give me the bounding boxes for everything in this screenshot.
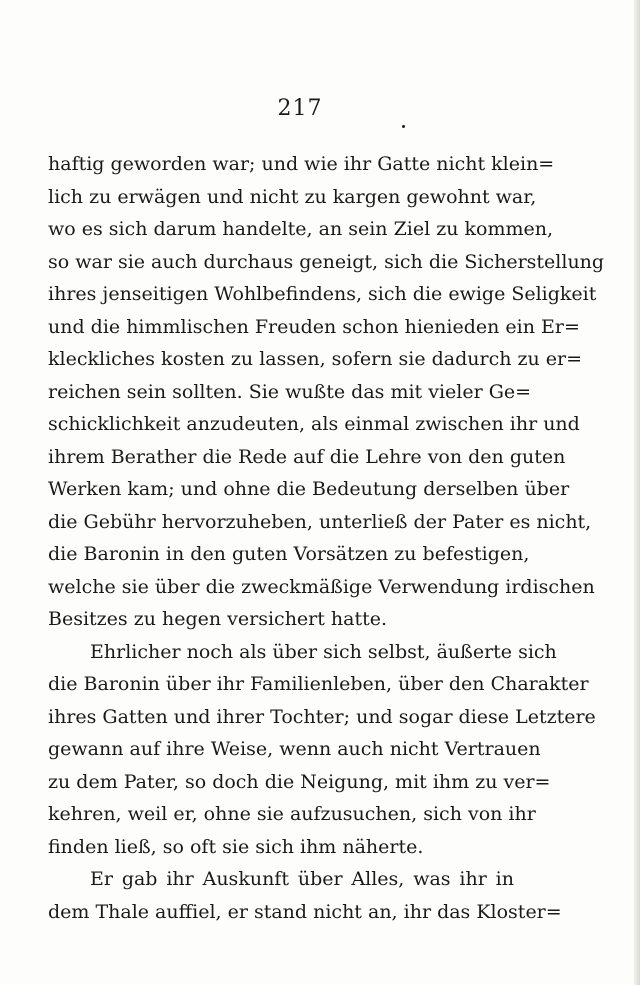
text-line: und die himmlischen Freuden schon hienieden ein Er= xyxy=(48,315,580,338)
text-line: lich zu erwägen und nicht zu kargen gewohnt war, xyxy=(48,185,537,208)
text-line: welche sie über die zweckmäßige Verwendung irdischen xyxy=(48,575,595,598)
text-line: dem Thale auffiel, er stand nicht an, ihr das Kloster= xyxy=(48,900,562,923)
text-line: kleckliches kosten zu lassen, sofern sie dadurch zu er= xyxy=(48,348,583,370)
text-line: die Baronin über ihr Familienleben, über den Charakter xyxy=(48,673,589,695)
text-line: haftig geworden war; und wie ihr Gatte nicht klein= xyxy=(48,153,555,175)
paragraph xyxy=(48,148,605,636)
print-speck xyxy=(402,125,405,128)
text-line: ihres Gatten und ihrer Tochter; und sogar diese Letztere xyxy=(48,705,596,728)
text-line: so war sie auch durchaus geneigt, sich die Sicherstellung xyxy=(48,250,605,273)
text-line: Besitzes zu hegen versichert hatte. xyxy=(48,608,388,630)
text-line: die Baronin in den guten Vorsätzen zu befestigen, xyxy=(48,543,530,565)
text-line: reichen sein sollten. Sie wußte das mit vieler Ge= xyxy=(48,380,532,403)
paragraph xyxy=(48,636,596,864)
paragraph xyxy=(48,863,562,928)
text-line: die Gebühr hervorzuheben, unterließ der Pater es nicht, xyxy=(48,510,592,533)
text-line: Werken kam; und ohne die Bedeutung derselben über xyxy=(48,478,570,500)
text-line: wo es sich darum handelte, an sein Ziel zu kommen, xyxy=(48,218,554,240)
text-line: zu dem Pater, so doch die Neigung, mit ihm zu ver= xyxy=(48,770,551,793)
text-line: ihrem Berather die Rede auf die Lehre von den guten xyxy=(48,445,566,468)
body-text xyxy=(48,148,605,928)
text-line: Er gab ihr Auskunft über Alles, was ihr in xyxy=(90,868,514,890)
text-line: finden ließ, so oft sie sich ihm näherte. xyxy=(48,835,424,858)
text-line: gewann auf ihre Weise, wenn auch nicht Vertrauen xyxy=(48,738,541,760)
text-line: ihres jenseitigen Wohlbefindens, sich die ewige Seligkeit xyxy=(48,283,597,305)
page-number: 217 xyxy=(277,96,323,121)
text-line: Ehrlicher noch als über sich selbst, äußerte sich xyxy=(90,640,557,663)
page-edge-shadow xyxy=(634,0,640,985)
text-line: schicklichkeit anzudeuten, als einmal zwischen ihr und xyxy=(48,413,580,435)
text-line: kehren, weil er, ohne sie aufzusuchen, sich von ihr xyxy=(48,803,536,825)
